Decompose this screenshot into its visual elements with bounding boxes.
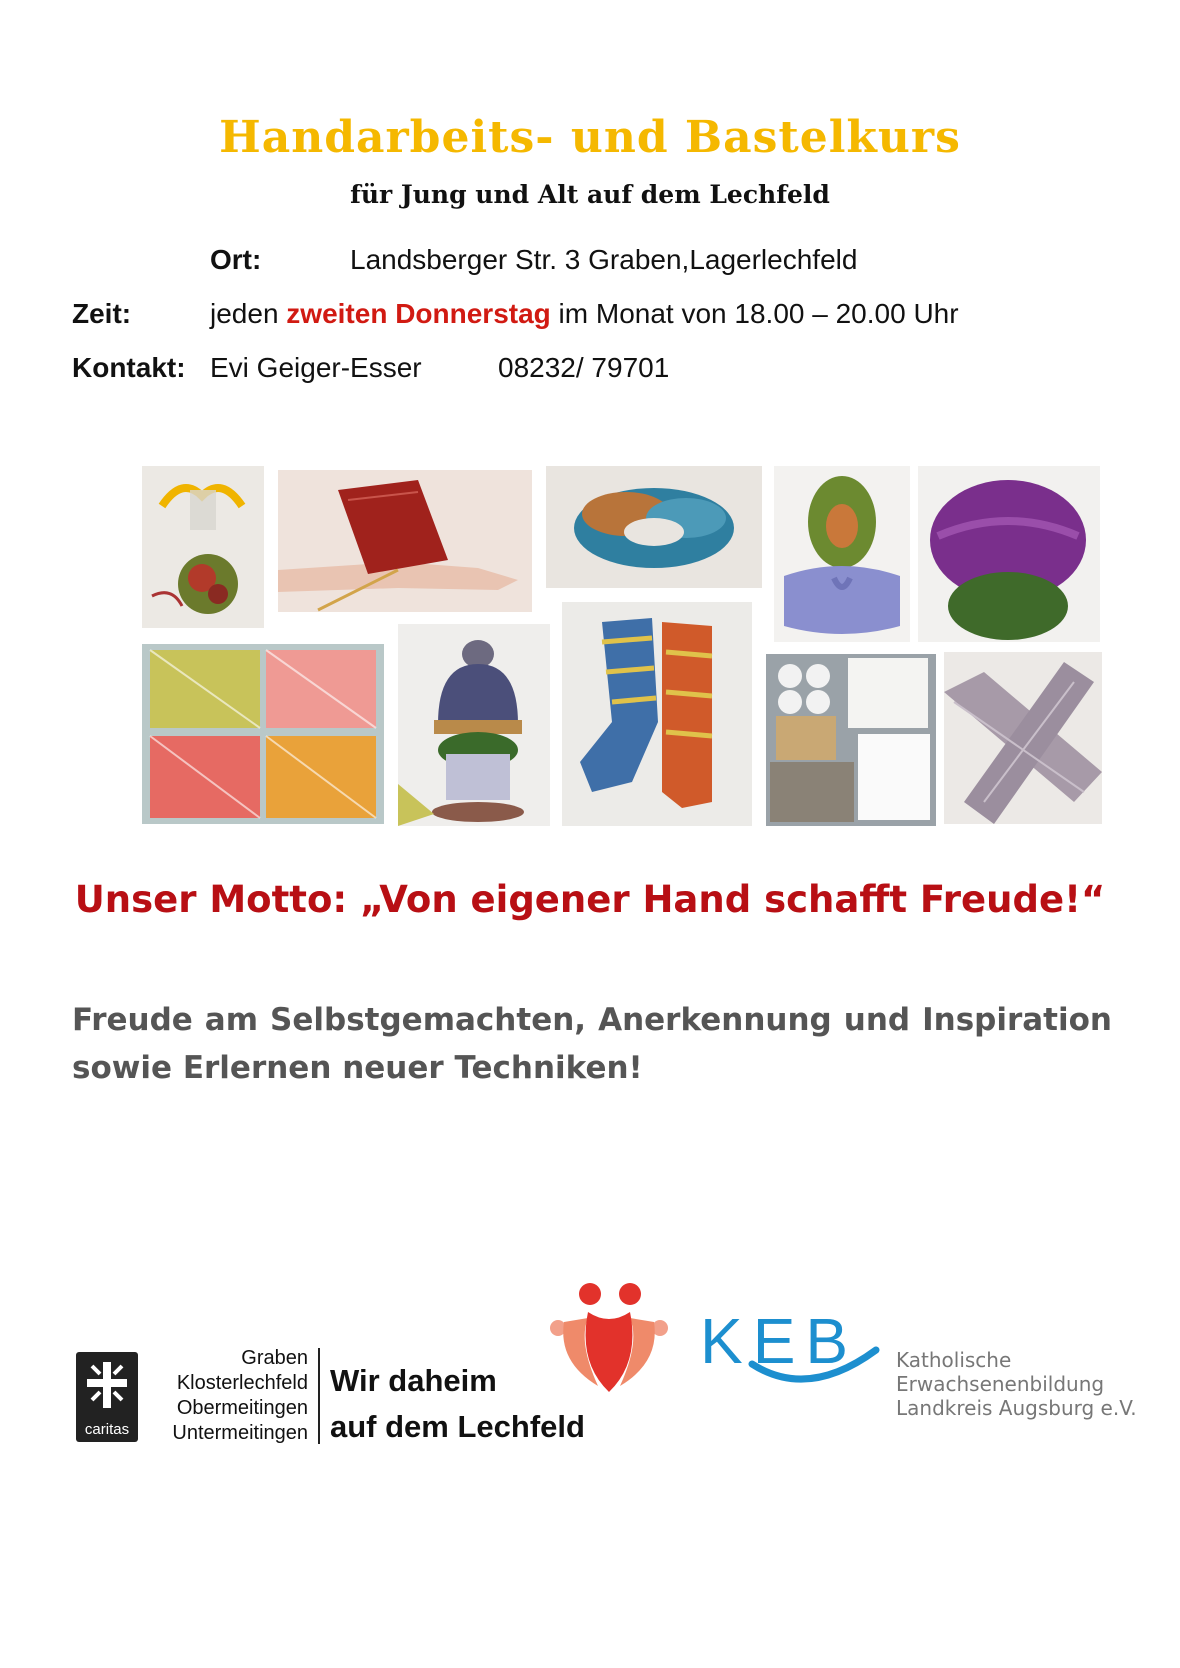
photo-purple-hat [918,466,1100,642]
parish-list [140,1346,308,1446]
parish-item: Graben [241,1347,308,1369]
flyer-title: Handarbeits- und Bastelkurs [219,112,961,163]
zeit-label: Zeit: [72,298,132,329]
wir-daheim-figures-icon [548,1282,670,1396]
keb-line-1: Katholische [896,1348,1012,1372]
kontakt-label: Kontakt: [72,352,186,383]
photo-twisted-headband [546,466,762,588]
zeit-highlight: zweiten Donnerstag [286,298,551,329]
photo-beanie-plant [398,624,550,826]
photo-potholders [142,644,384,824]
keb-line-3: Landkreis Augsburg e.V. [896,1396,1137,1420]
photo-socks [562,602,752,826]
flyer-subtitle: für Jung und Alt auf dem Lechfeld [350,180,830,209]
kontakt-row [72,352,186,384]
keb-line-2: Erwachsenenbildung [896,1372,1105,1396]
wir-line-2: auf dem Lechfeld [330,1409,585,1444]
wir-daheim-text [330,1358,585,1450]
zeit-text-after: im Monat von 18.00 – 20.00 Uhr [550,298,959,329]
description: Freude am Selbstgemachten, Anerkennung und Inspiration sowie Erlernen neuer Techniken! [72,1002,1112,1086]
motto: Unser Motto: „Von eigener Hand schafft Freude!“ [74,878,1106,921]
caritas-logo [76,1352,138,1442]
keb-letters: KEB [700,1305,859,1377]
photo-washcloths [766,654,936,826]
parish-item: Obermeitingen [176,1397,308,1419]
parish-item: Untermeitingen [172,1422,308,1444]
photo-egg-headband [774,466,910,642]
parish-item: Klosterlechfeld [176,1372,308,1394]
zeit-row [72,298,131,330]
caritas-word: caritas [84,1421,130,1438]
photo-scarf [944,652,1102,824]
ort-label: Ort: [210,244,262,275]
ort-row [210,244,261,276]
keb-swoosh-icon [748,1346,882,1396]
kontakt-name: Evi Geiger-Esser [210,352,422,383]
kontakt-phone: 08232/ 79701 [498,352,670,383]
ort-value: Landsberger Str. 3 Graben,Lagerlechfeld [350,244,858,275]
wir-line-1: Wir daheim [330,1363,497,1398]
zeit-text-before: jeden [210,298,287,329]
photo-pompom-maker [142,466,264,628]
logo-divider [318,1348,320,1444]
zeit-value [210,298,959,330]
keb-name [896,1348,1137,1420]
photo-wrist-warmer [278,470,532,612]
